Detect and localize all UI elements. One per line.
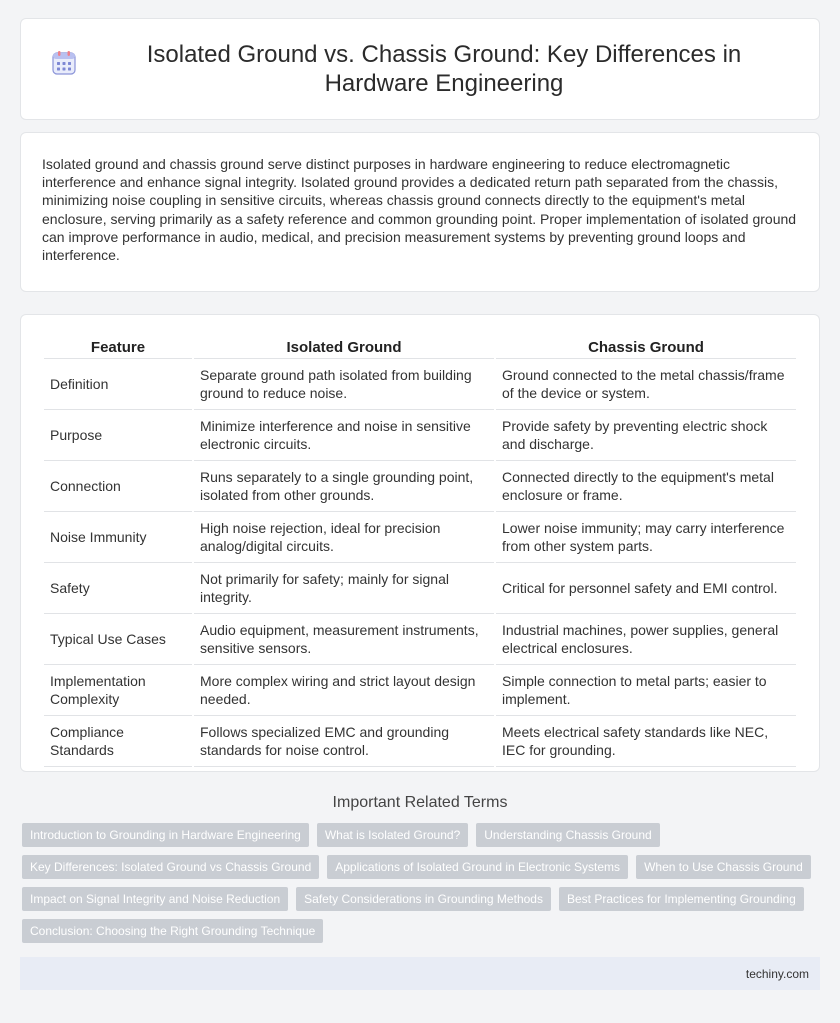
related-terms-title: Important Related Terms xyxy=(332,794,508,811)
footer xyxy=(20,957,820,990)
isolated-ground-cell: High noise rejection, ideal for precision analog/digital circuits. xyxy=(194,512,494,563)
related-term-tag[interactable]: Introduction to Grounding in Hardware Engineering xyxy=(22,823,309,847)
chassis-ground-cell: Simple connection to metal parts; easier to implement. xyxy=(496,665,796,716)
feature-cell: Noise Immunity xyxy=(44,512,192,563)
table-row xyxy=(44,512,796,563)
table-row xyxy=(44,359,796,410)
table-row xyxy=(44,563,796,614)
table-row xyxy=(44,461,796,512)
isolated-ground-cell: Not primarily for safety; mainly for signal integrity. xyxy=(194,563,494,614)
feature-cell: Safety xyxy=(44,563,192,614)
related-term-tag[interactable]: Understanding Chassis Ground xyxy=(476,823,659,847)
chassis-ground-cell: Provide safety by preventing electric shock and discharge. xyxy=(496,410,796,461)
intro-card xyxy=(20,132,820,292)
table-header-row xyxy=(44,333,796,359)
feature-cell: Connection xyxy=(44,461,192,512)
comparison-table xyxy=(42,333,798,767)
feature-cell: Typical Use Cases xyxy=(44,614,192,665)
isolated-ground-cell: More complex wiring and strict layout design needed. xyxy=(194,665,494,716)
chassis-ground-cell: Meets electrical safety standards like NEC, IEC for grounding. xyxy=(496,716,796,767)
isolated-ground-cell: Audio equipment, measurement instruments, sensitive sensors. xyxy=(194,614,494,665)
footer-site-link[interactable]: techiny.com xyxy=(745,966,809,981)
related-term-tag[interactable]: Applications of Isolated Ground in Electronic Systems xyxy=(327,855,628,879)
feature-cell: Purpose xyxy=(44,410,192,461)
page-title: Isolated Ground vs. Chassis Ground: Key Differences in Hardware Engineering xyxy=(146,41,742,97)
related-term-tag[interactable]: Safety Considerations in Grounding Methods xyxy=(296,887,551,911)
intro-paragraph: Isolated ground and chassis ground serve distinct purposes in hardware engineering to reduce electromagnetic interference and enhance signal integrity. Isolated ground provides a dedicated return path separated from the chassis, minimizing noise coupling in sensitive circuits, whereas chassis ground connects directly to the equipment's metal enclosure, serving primarily as a safety reference and common grounding point. Proper implementation of isolated ground can improve performance in audio, medical, and precision measurement systems by preventing ground loops and interference. xyxy=(42,156,797,264)
related-terms-section xyxy=(0,794,840,943)
column-header-chassis-ground: Chassis Ground xyxy=(496,333,796,359)
title-wrap xyxy=(51,40,789,98)
related-term-tag[interactable]: Key Differences: Isolated Ground vs Chassis Ground xyxy=(22,855,319,879)
table-row xyxy=(44,665,796,716)
feature-cell: Definition xyxy=(44,359,192,410)
table-row xyxy=(44,716,796,767)
calendar-icon xyxy=(51,50,77,76)
feature-cell: Compliance Standards xyxy=(44,716,192,767)
chassis-ground-cell: Critical for personnel safety and EMI control. xyxy=(496,563,796,614)
isolated-ground-cell: Runs separately to a single grounding point, isolated from other grounds. xyxy=(194,461,494,512)
isolated-ground-cell: Follows specialized EMC and grounding standards for noise control. xyxy=(194,716,494,767)
chassis-ground-cell: Ground connected to the metal chassis/frame of the device or system. xyxy=(496,359,796,410)
isolated-ground-cell: Minimize interference and noise in sensitive electronic circuits. xyxy=(194,410,494,461)
chassis-ground-cell: Lower noise immunity; may carry interference from other system parts. xyxy=(496,512,796,563)
column-header-feature: Feature xyxy=(44,333,192,359)
related-terms-tags xyxy=(0,823,840,943)
related-term-tag[interactable]: Impact on Signal Integrity and Noise Reduction xyxy=(22,887,288,911)
related-term-tag[interactable]: Best Practices for Implementing Grounding xyxy=(559,887,804,911)
isolated-ground-cell: Separate ground path isolated from building ground to reduce noise. xyxy=(194,359,494,410)
related-term-tag[interactable]: Conclusion: Choosing the Right Grounding Technique xyxy=(22,919,323,943)
table-row xyxy=(44,614,796,665)
column-header-isolated-ground: Isolated Ground xyxy=(194,333,494,359)
chassis-ground-cell: Industrial machines, power supplies, general electrical enclosures. xyxy=(496,614,796,665)
header-card xyxy=(20,18,820,120)
table-row xyxy=(44,410,796,461)
feature-cell: Implementation Complexity xyxy=(44,665,192,716)
related-term-tag[interactable]: When to Use Chassis Ground xyxy=(636,855,811,879)
chassis-ground-cell: Connected directly to the equipment's metal enclosure or frame. xyxy=(496,461,796,512)
comparison-table-card xyxy=(20,314,820,772)
related-term-tag[interactable]: What is Isolated Ground? xyxy=(317,823,468,847)
